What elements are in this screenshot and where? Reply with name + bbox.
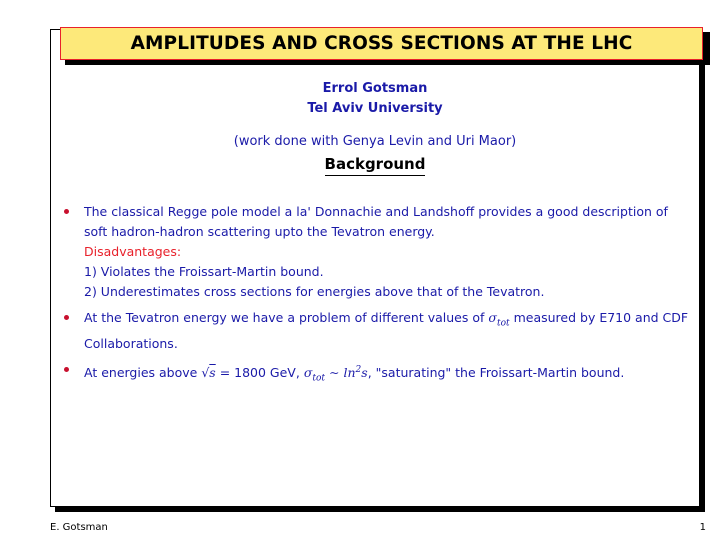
bullet-item-energies: [62, 360, 692, 389]
section-heading-text: Background: [325, 155, 426, 176]
bullet-text-cont: measured by E710 and CDF Collaborations.: [84, 310, 689, 351]
title-banner: [60, 27, 703, 60]
sigma-tot-symbol: $\sigma_{tot}$: [303, 364, 326, 384]
sigma-tot-symbol: $\sigma_{tot}$: [488, 310, 510, 329]
bullet-text: At energies above: [84, 364, 198, 380]
bullet-list: [62, 202, 692, 394]
bullet-dot-icon: [64, 367, 69, 372]
bullet-item-regge: [62, 202, 692, 302]
author-institution: Tel Aviv University: [307, 101, 443, 116]
slide-title: AMPLITUDES AND CROSS SECTIONS AT THE LHC: [130, 33, 633, 54]
energy-value: = 1800 GeV,: [219, 364, 300, 380]
bullet-text: At the Tevatron energy we have a problem of different values of: [84, 310, 485, 325]
bullet-dot-icon: [64, 209, 69, 214]
bullet-text-cont: , "saturating" the Froissart-Martin bound.: [367, 364, 625, 380]
disadvantages-label: Disadvantages:: [84, 244, 182, 259]
collaboration-note: (work done with Genya Levin and Uri Maor): [233, 134, 517, 149]
relation-symbol: ∼: [329, 364, 340, 380]
author-name: Errol Gotsman: [322, 81, 428, 96]
disadvantage-point-2: 2) Underestimates cross sections for energies above that of the Tevatron.: [84, 284, 545, 299]
bullet-item-tevatron: [62, 308, 692, 354]
bullet-dot-icon: [64, 315, 69, 320]
sqrt-s-formula: √s: [201, 364, 216, 380]
disadvantage-point-1: 1) Violates the Froissart-Martin bound.: [84, 264, 324, 279]
footer-author: E. Gotsman: [50, 522, 108, 533]
ln-squared-s: $\ln^2s$: [343, 364, 368, 380]
section-heading: [50, 154, 700, 176]
bullet-text: The classical Regge pole model a la' Donnachie and Landshoff provides a good description of soft hadron-hadron scattering upto the Tevatron energy.: [84, 204, 668, 239]
page-number: 1: [699, 522, 706, 533]
